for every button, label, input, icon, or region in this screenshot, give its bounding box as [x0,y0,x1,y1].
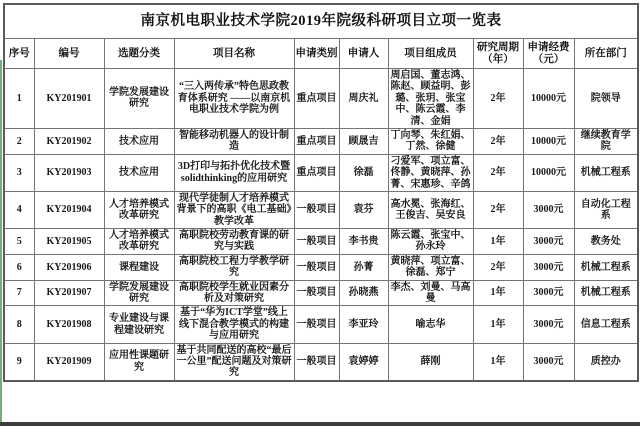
cell-index: 7 [4,280,34,306]
table-body [4,69,638,381]
cell-funds: 3000元 [523,343,574,381]
column-header-period: 研究周期（年） [473,39,523,69]
cell-apply-type: 重点项目 [294,128,339,154]
cell-period: 1年 [473,229,523,255]
cell-members: 刁爱军、项立富、佟静、黄晓萍、孙菁、宋惠珍、辛鸽 [388,154,473,191]
cell-period: 2年 [473,254,523,280]
column-header-department: 所在部门 [574,39,638,69]
cell-index: 8 [4,306,34,343]
document-sheet [3,3,637,382]
cell-project-name: 3D打印与拓扑优化技术暨solidthinking的应用研究 [174,154,294,191]
cell-funds: 3000元 [523,254,574,280]
column-header-code: 编号 [34,39,104,69]
table-row [4,306,638,343]
cell-period: 2年 [473,69,523,129]
page-title: 南京机电职业技术学院2019年院级科研项目立项一览表 [4,4,638,39]
table-row [4,69,638,129]
cell-code: KY201902 [34,128,104,154]
column-header-members: 项目组成员 [388,39,473,69]
cell-apply-type: 一般项目 [294,280,339,306]
cell-category: 人才培养模式改革研究 [104,191,174,228]
cell-category: 技术应用 [104,128,174,154]
cell-funds: 3000元 [523,191,574,228]
cell-funds: 10000元 [523,69,574,129]
cell-index: 1 [4,69,34,129]
cell-funds: 10000元 [523,154,574,191]
cell-members: 喻志华 [388,306,473,343]
cell-period: 1年 [473,343,523,381]
left-edge-artifact [0,60,2,422]
cell-project-name: 现代学徒制人才培养模式背景下的高职《电工基础》教学改革 [174,191,294,228]
cell-apply-type: 重点项目 [294,69,339,129]
cell-period: 2年 [473,128,523,154]
cell-members: 陈云霞、张宝中、孙永玲 [388,229,473,255]
cell-members: 李杰、刘曼、马高曼 [388,280,473,306]
cell-code: KY201907 [34,280,104,306]
cell-apply-type: 一般项目 [294,306,339,343]
cell-code: KY201908 [34,306,104,343]
cell-project-name: 基于“华为ICT学堂”线上线下混合教学模式的构建与应用研究 [174,306,294,343]
cell-project-name: 高职院校学生就业因素分析及对策研究 [174,280,294,306]
cell-index: 2 [4,128,34,154]
projects-table [3,3,639,382]
cell-apply-type: 一般项目 [294,229,339,255]
cell-code: KY201904 [34,191,104,228]
cell-project-name: 高职院校劳动教育课的研究与实践 [174,229,294,255]
cell-period: 2年 [473,154,523,191]
bottom-edge-artifact [0,422,640,426]
cell-department: 质控办 [574,343,638,381]
table-row [4,254,638,280]
column-header-project-name: 项目名称 [174,39,294,69]
header-row [4,39,638,69]
cell-code: KY201901 [34,69,104,129]
table-row [4,154,638,191]
cell-members: 周启国、董志鸿、陈赵、顾益明、彭璐、张玥、张宝中、陈云霞、李清、金娟 [388,69,473,129]
cell-applicant: 顾晟吉 [339,128,388,154]
table-row [4,343,638,381]
cell-applicant: 李书贵 [339,229,388,255]
cell-applicant: 徐磊 [339,154,388,191]
cell-period: 1年 [473,280,523,306]
table-row [4,280,638,306]
cell-category: 应用性课题研究 [104,343,174,381]
cell-applicant: 周庆礼 [339,69,388,129]
cell-code: KY201906 [34,254,104,280]
column-header-applicant: 申请人 [339,39,388,69]
cell-funds: 10000元 [523,128,574,154]
cell-period: 1年 [473,306,523,343]
cell-code: KY201909 [34,343,104,381]
cell-category: 学院发展建设研究 [104,280,174,306]
cell-index: 4 [4,191,34,228]
cell-index: 3 [4,154,34,191]
cell-funds: 3000元 [523,306,574,343]
title-row [4,4,638,39]
cell-department: 机械工程系 [574,254,638,280]
cell-project-name: 高职院校工程力学教学研究 [174,254,294,280]
cell-project-name: 智能移动机器人的设计制造 [174,128,294,154]
cell-applicant: 孙菁 [339,254,388,280]
column-header-funds: 申请经费（元） [523,39,574,69]
cell-members: 高水冕、张海红、王俊吉、吴安良 [388,191,473,228]
cell-code: KY201905 [34,229,104,255]
cell-index: 9 [4,343,34,381]
cell-category: 专业建设与课程建设研究 [104,306,174,343]
cell-department: 教务处 [574,229,638,255]
cell-department: 继续教育学院 [574,128,638,154]
cell-apply-type: 一般项目 [294,254,339,280]
cell-category: 课程建设 [104,254,174,280]
cell-index: 5 [4,229,34,255]
cell-apply-type: 一般项目 [294,191,339,228]
cell-apply-type: 重点项目 [294,154,339,191]
table-row [4,229,638,255]
column-header-apply-type: 申请类别 [294,39,339,69]
column-header-index: 序号 [4,39,34,69]
cell-period: 2年 [473,191,523,228]
cell-funds: 3000元 [523,280,574,306]
cell-department: 机械工程系 [574,280,638,306]
cell-category: 学院发展建设研究 [104,69,174,129]
cell-project-name: 基于共同配送的高校“最后一公里”配送问题及对策研究 [174,343,294,381]
cell-applicant: 孙晓燕 [339,280,388,306]
column-header-category: 选题分类 [104,39,174,69]
cell-category: 技术应用 [104,154,174,191]
cell-members: 黄晓萍、项立富、徐磊、郑宁 [388,254,473,280]
cell-applicant: 李亚玲 [339,306,388,343]
cell-members: 薛刚 [388,343,473,381]
cell-department: 自动化工程系 [574,191,638,228]
cell-members: 丁向琴、朱红娟、丁然、徐健 [388,128,473,154]
table-row [4,191,638,228]
cell-category: 人才培养模式改革研究 [104,229,174,255]
cell-funds: 3000元 [523,229,574,255]
table-row [4,128,638,154]
cell-apply-type: 一般项目 [294,343,339,381]
cell-applicant: 袁芬 [339,191,388,228]
cell-department: 信息工程系 [574,306,638,343]
cell-index: 6 [4,254,34,280]
cell-applicant: 袁婷婷 [339,343,388,381]
cell-project-name: “三入两传承”特色思政教育体系研究 ——以南京机电职业技术学院为例 [174,69,294,129]
cell-code: KY201903 [34,154,104,191]
cell-department: 院领导 [574,69,638,129]
cell-department: 机械工程系 [574,154,638,191]
